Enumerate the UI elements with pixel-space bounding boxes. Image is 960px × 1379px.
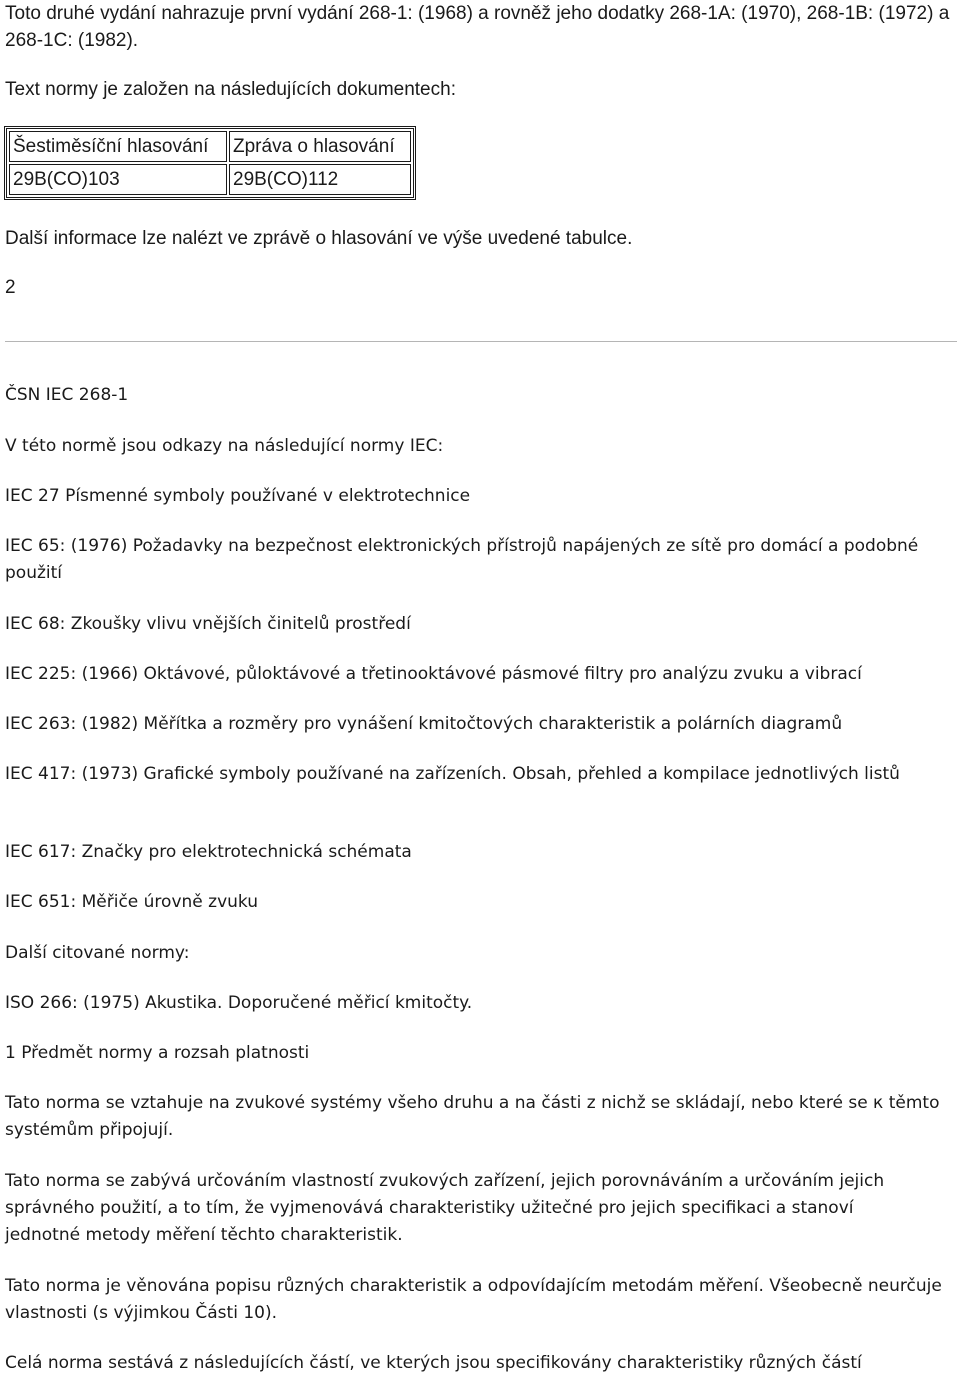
table-row: [9, 164, 411, 195]
standard-header: ČSN IEC 268-1: [5, 385, 129, 405]
body-paragraph: Tato norma se vztahuje na zvukové systémy všeho druhu a na části z nichž se skládají, nebo které se к těmto systémům připojují.: [5, 1093, 940, 1140]
other-references-intro: Další citované normy:: [5, 943, 190, 963]
page-divider: [5, 341, 957, 342]
reference-item: IEC 225: (1966) Oktávové, půloktávové a třetinooktávové pásmové filtry pro analýzu zvuku a vibrací: [5, 664, 862, 684]
body-paragraph: Tato norma se zabývá určováním vlastností zvukových zařízení, jejich porovnáváním a určováním jejich správného použití, a to tím, že vyjmenovává charakteristiky užitečné pro jejich specifikaci a stanoví jednotné metody měření těchto charakteristik.: [5, 1171, 885, 1245]
page-number: 2: [5, 277, 16, 298]
basis-note: Text normy je založen na následujících dokumentech:: [5, 79, 456, 100]
reference-item: IEC 68: Zkoušky vlivu vnějších činitelů prostředí: [5, 614, 411, 634]
table-cell: 29B(CO)112: [229, 164, 411, 195]
other-reference-item: ISO 266: (1975) Akustika. Doporučené měřicí kmitočty.: [5, 993, 473, 1013]
reference-item: IEC 27 Písmenné symboly používané v elektrotechnice: [5, 486, 471, 506]
reference-item: IEC 651: Měřiče úrovně zvuku: [5, 892, 258, 912]
references-intro: V této normě jsou odkazy na následující normy IEC:: [5, 436, 444, 456]
table-cell: 29B(CO)103: [9, 164, 227, 195]
more-info-note: Další informace lze nalézt ve zprávě o hlasování ve výše uvedené tabulce.: [5, 228, 633, 249]
body-paragraph: Celá norma sestává z následujících částí, ve kterých jsou specifikovány charakteristiky různých částí: [5, 1353, 862, 1373]
reference-item: IEC 417: (1973) Grafické symboly používané na zařízeních. Obsah, přehled a kompilace jednotlivých listů: [5, 764, 900, 784]
section-heading: 1 Předmět normy a rozsah platnosti: [5, 1043, 310, 1063]
table-header-row: [9, 131, 411, 162]
reference-item: IEC 65: (1976) Požadavky na bezpečnost elektronických přístrojů napájených ze sítě pro domácí a podobné použití: [5, 536, 919, 583]
voting-table: [4, 126, 416, 200]
body-paragraph: Tato norma je věnována popisu různých charakteristik a odpovídajícím metodám měření. Všeobecně neurčuje vlastnosti (s výjimkou Části 10).: [5, 1276, 942, 1323]
edition-note: Toto druhé vydání nahrazuje první vydání 268-1: (1968) a rovněž jeho dodatky 268-1A: (1970), 268-1B: (1972) a 268-1C: (1982).: [5, 3, 950, 51]
reference-item: IEC 617: Značky pro elektrotechnická schémata: [5, 842, 412, 862]
table-header-cell: Šestiměsíční hlasování: [9, 131, 227, 162]
reference-item: IEC 263: (1982) Měřítka a rozměry pro vynášení kmitočtových charakteristik a polárních diagramů: [5, 714, 843, 734]
table-header-cell: Zpráva o hlasování: [229, 131, 411, 162]
